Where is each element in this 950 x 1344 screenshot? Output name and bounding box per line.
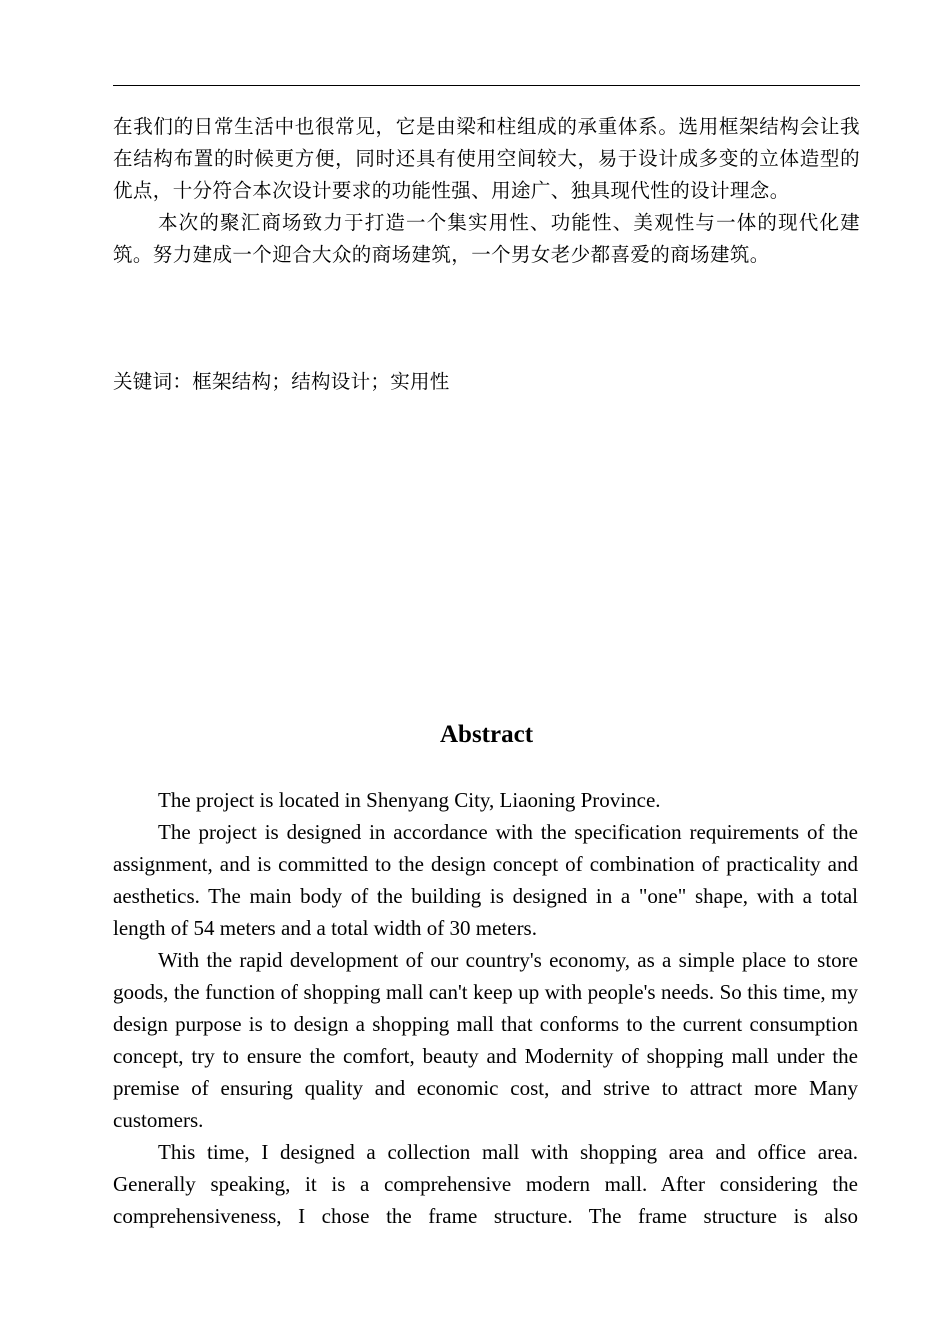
abstract-paragraph-1: The project is located in Shenyang City, Liaoning Province. [158,788,661,812]
abstract-paragraph-4: This time, I designed a collection mall with shopping area and office area. Generally speaking, it is a comprehensive modern mall. After considering the comprehensiveness, I chose the frame structure. The frame structure is also [113,1140,858,1228]
keywords-label: 关键词： [113,370,193,393]
chinese-abstract-body [113,111,860,271]
keywords-line [113,366,860,398]
english-abstract-body [113,784,858,1232]
chinese-paragraph-1: 在我们的日常生活中也很常见，它是由梁和柱组成的承重体系。选用框架结构会让我在结构布置的时候更方便，同时还具有使用空间较大，易于设计成多变的立体造型的优点，十分符合本次设计要求的功能性强、用途广、独具现代性的设计理念。 [113,115,860,202]
abstract-heading: Abstract [439,721,534,748]
abstract-paragraph-3: With the rapid development of our country's economy, as a simple place to store goods, the function of shopping mall can't keep up with people's needs. So this time, my design purpose is to design a shopping mall that conforms to the current consumption concept, try to ensure the comfort, beauty and Modernity of shopping mall under the premise of ensuring quality and economic cost, and strive to attract more Many customers. [113,948,858,1132]
chinese-paragraph-2: 本次的聚汇商场致力于打造一个集实用性、功能性、美观性与一体的现代化建筑。努力建成一个迎合大众的商场建筑，一个男女老少都喜爱的商场建筑。 [113,211,860,266]
header-rule [113,85,860,86]
keywords-value: 框架结构；结构设计；实用性 [192,370,450,393]
abstract-paragraph-2: The project is designed in accordance with the specification requirements of the assignment, and is committed to the design concept of combination of practicality and aesthetics. The main body of the building is designed in a "one" shape, with a total length of 54 meters and a total width of 30 meters. [113,820,858,940]
